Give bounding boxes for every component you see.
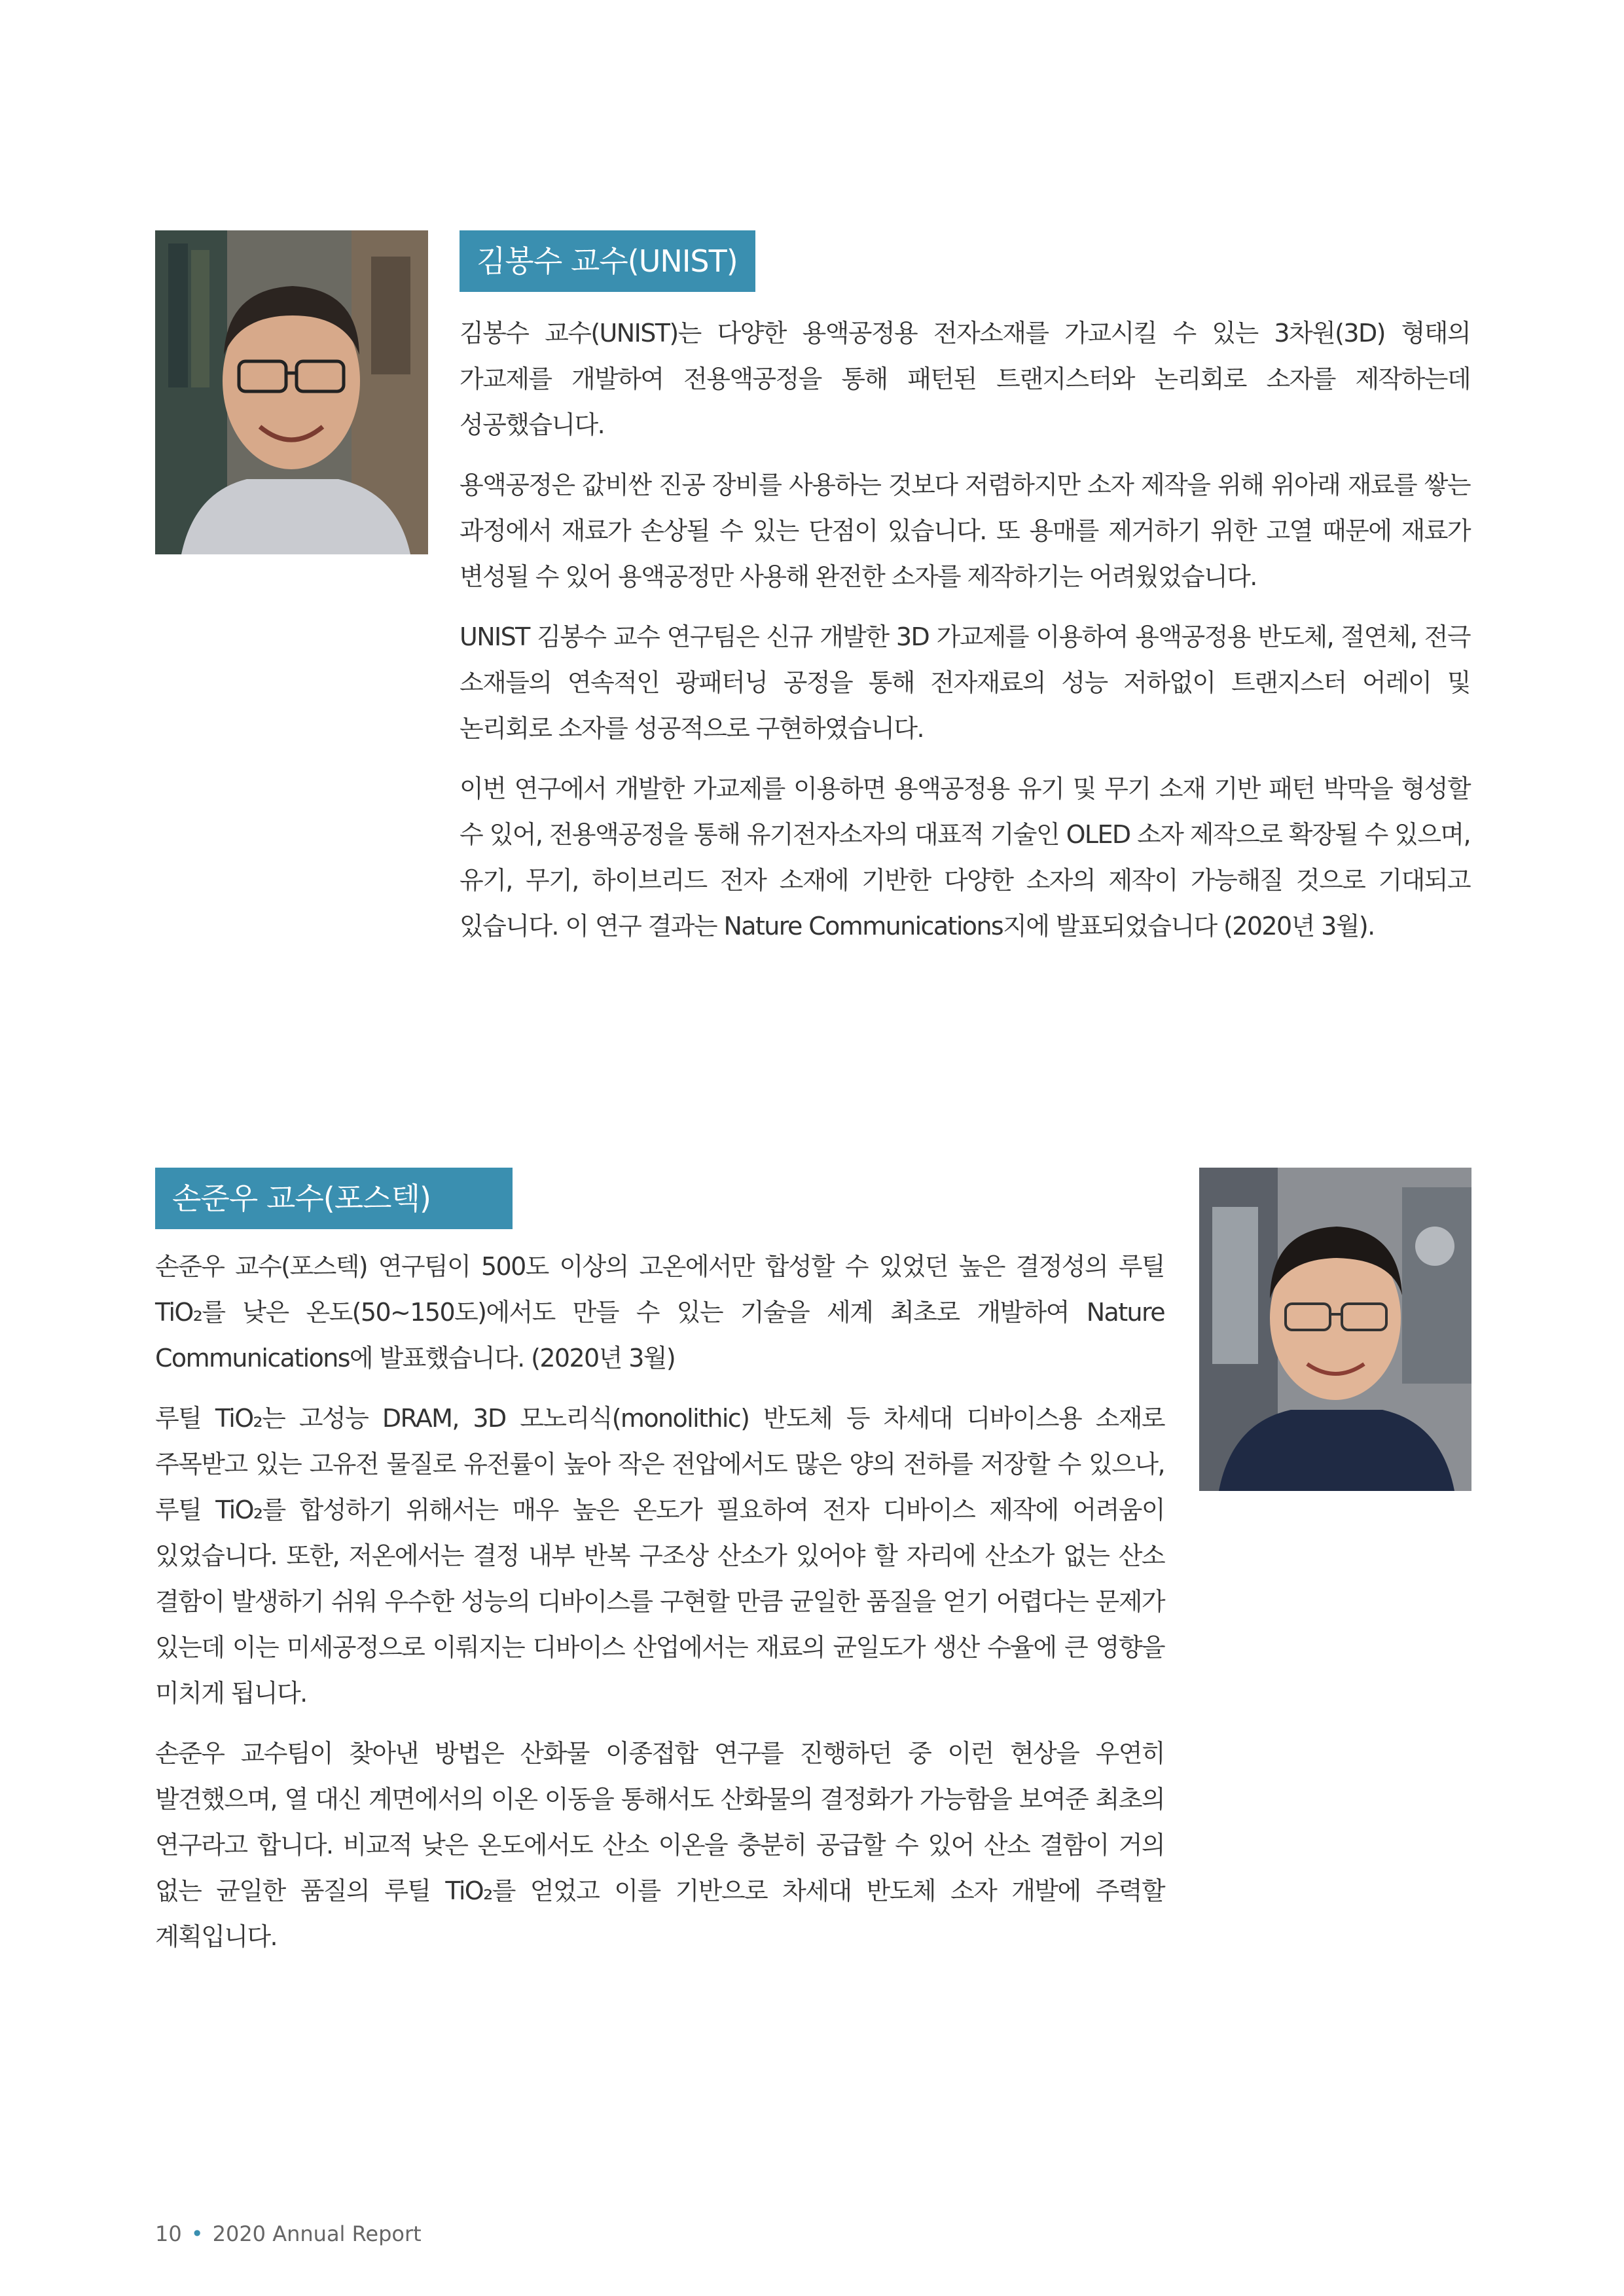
paragraph: 이번 연구에서 개발한 가교제를 이용하면 용액공정용 유기 및 무기 소재 기반 패턴 박막을 형성할 수 있어, 전용액공정을 통해 유기전자소자의 대표적 기술인 OLED 소자 제작으로 확장될 수 있으며, 유기, 무기, 하이브리드 전자 소재에 기반한 다양한 소자의 제작이 가능해질 것으로 기대되고 있습니다. 이 연구 결과는 Nature Communications지에 발표되었습니다 (2020년 3월).: [460, 774, 1470, 941]
report-title: 2020 Annual Report: [212, 2221, 422, 2246]
page-number: 10: [155, 2221, 182, 2246]
footer-separator: •: [190, 2221, 204, 2246]
paragraph: UNIST 김봉수 교수 연구팀은 신규 개발한 3D 가교제를 이용하여 용액공정용 반도체, 절연체, 전극 소재들의 연속적인 광패터닝 공정을 통해 전자재료의 성능 저하없이 트랜지스터 어레이 및 논리회로 소자를 성공적으로 구현하였습니다.: [460, 622, 1470, 743]
name-tag-professor-son: 손준우 교수(포스텍): [155, 1168, 513, 1229]
portrait-image: [155, 230, 428, 554]
paragraph: 루틸 TiO₂는 고성능 DRAM, 3D 모노리식(monolithic) 반도체 등 차세대 디바이스용 소재로 주목받고 있는 고유전 물질로 유전률이 높아 작은 전압에서도 많은 양의 전하를 저장할 수 있으나, 루틸 TiO₂를 합성하기 위해서는 매우 높은 온도가 필요하여 전자 디바이스 제작에 어려움이 있었습니다. 또한, 저온에서는 결정 내부 반복 구조상 산소가 있어야 할 자리에 산소가 없는 산소 결함이 발생하기 쉬워 우수한 성능의 디바이스를 구현할 만큼 균일한 품질을 얻기 어렵다는 문제가 있는데 이는 미세공정으로 이뤄지는 디바이스 산업에서는 재료의 균일도가 생산 수율에 큰 영향을 미치게 됩니다.: [155, 1404, 1164, 1708]
page-footer: [155, 2221, 422, 2246]
paragraph: 용액공정은 값비싼 진공 장비를 사용하는 것보다 저렴하지만 소자 제작을 위해 위아래 재료를 쌓는 과정에서 재료가 손상될 수 있는 단점이 있습니다. 또 용매를 제거하기 위한 고열 때문에 재료가 변성될 수 있어 용액공정만 사용해 완전한 소자를 제작하기는 어려웠었습니다.: [460, 471, 1470, 591]
section-kim-body: [460, 310, 1470, 963]
paragraph: 김봉수 교수(UNIST)는 다양한 용액공정용 전자소재를 가교시킬 수 있는 3차원(3D) 형태의 가교제를 개발하여 전용액공정을 통해 패턴된 트랜지스터와 논리회로 소자를 제작하는데 성공했습니다.: [460, 319, 1470, 439]
section-son-body: [155, 1244, 1164, 1974]
name-tag-professor-kim: 김봉수 교수(UNIST): [460, 230, 755, 292]
photo-professor-son: [1199, 1168, 1471, 1491]
paragraph: 손준우 교수팀이 찾아낸 방법은 산화물 이종접합 연구를 진행하던 중 이런 현상을 우연히 발견했으며, 열 대신 계면에서의 이온 이동을 통해서도 산화물의 결정화가 가능함을 보여준 최초의 연구라고 합니다. 비교적 낮은 온도에서도 산소 이온을 충분히 공급할 수 있어 산소 결함이 거의 없는 균일한 품질의 루틸 TiO₂를 얻었고 이를 기반으로 차세대 반도체 소자 개발에 주력할 계획입니다.: [155, 1739, 1164, 1951]
paragraph: 손준우 교수(포스텍) 연구팀이 500도 이상의 고온에서만 합성할 수 있었던 높은 결정성의 루틸 TiO₂를 낮은 온도(50~150도)에서도 만들 수 있는 기술을 세계 최초로 개발하여 Nature Communications에 발표했습니다. (2020년 3월): [155, 1252, 1164, 1372]
portrait-image: [1199, 1168, 1471, 1491]
photo-professor-kim: [155, 230, 428, 554]
